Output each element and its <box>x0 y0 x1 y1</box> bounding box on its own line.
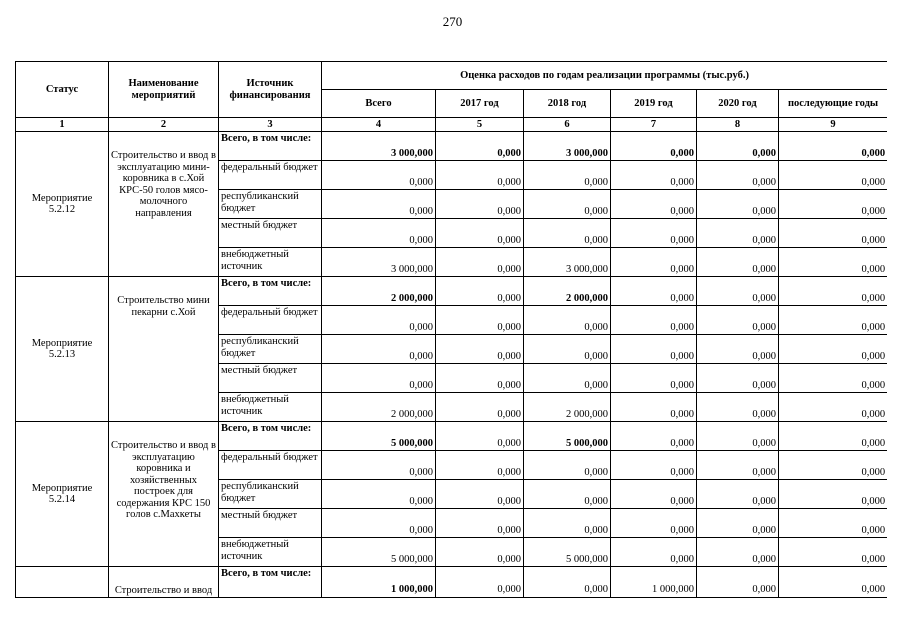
value-cell: 0,000 <box>779 393 888 422</box>
value-cell: 0,000 <box>322 451 436 480</box>
value-cell: 0,000 <box>779 422 888 451</box>
value-cell: 0,000 <box>697 451 779 480</box>
value-cell: 0,000 <box>697 248 779 277</box>
value-cell: 0,000 <box>611 248 697 277</box>
value-cell: 0,000 <box>322 161 436 190</box>
table-row <box>16 277 888 306</box>
value-cell: 5 000,000 <box>322 422 436 451</box>
table-container <box>15 61 887 607</box>
column-number: 2 <box>109 118 219 132</box>
column-number: 3 <box>219 118 322 132</box>
value-cell: 0,000 <box>322 509 436 538</box>
value-cell: 0,000 <box>697 306 779 335</box>
value-cell: 0,000 <box>697 480 779 509</box>
value-cell: 0,000 <box>436 132 524 161</box>
value-cell: 0,000 <box>779 190 888 219</box>
funding-source-cell: Всего, в том числе: <box>219 132 322 161</box>
funding-source-cell: Всего, в том числе: <box>219 422 322 451</box>
funding-source-cell: федеральный бюджет <box>219 451 322 480</box>
value-cell: 5 000,000 <box>322 538 436 567</box>
value-cell: 0,000 <box>524 451 611 480</box>
column-number: 4 <box>322 118 436 132</box>
status-cell <box>16 567 109 598</box>
value-cell: 0,000 <box>436 277 524 306</box>
funding-source-cell: республиканский бюджет <box>219 480 322 509</box>
value-cell: 0,000 <box>436 335 524 364</box>
funding-source-cell: местный бюджет <box>219 364 322 393</box>
header-later: последующие годы <box>779 90 888 118</box>
value-cell: 5 000,000 <box>524 538 611 567</box>
value-cell: 0,000 <box>611 190 697 219</box>
value-cell: 0,000 <box>779 161 888 190</box>
value-cell: 0,000 <box>697 190 779 219</box>
value-cell: 0,000 <box>524 509 611 538</box>
value-cell: 0,000 <box>779 277 888 306</box>
funding-source-cell: республиканский бюджет <box>219 190 322 219</box>
value-cell: 0,000 <box>436 161 524 190</box>
value-cell: 0,000 <box>779 451 888 480</box>
funding-source-cell: Всего, в том числе: <box>219 277 322 306</box>
funding-source-cell: местный бюджет <box>219 219 322 248</box>
value-cell: 0,000 <box>611 132 697 161</box>
value-cell: 0,000 <box>436 393 524 422</box>
value-cell: 0,000 <box>611 219 697 248</box>
funding-source-cell: Всего, в том числе: <box>219 567 322 598</box>
column-numbers-row <box>16 118 888 132</box>
value-cell: 3 000,000 <box>524 132 611 161</box>
event-name-cell: Строительство мини пекарни с.Хой <box>109 277 219 422</box>
column-number: 5 <box>436 118 524 132</box>
value-cell: 0,000 <box>611 161 697 190</box>
value-cell: 0,000 <box>436 190 524 219</box>
status-cell: Мероприятие 5.2.13 <box>16 277 109 422</box>
value-cell: 0,000 <box>779 567 888 598</box>
column-number: 7 <box>611 118 697 132</box>
header-2017: 2017 год <box>436 90 524 118</box>
value-cell: 0,000 <box>524 219 611 248</box>
value-cell: 0,000 <box>436 364 524 393</box>
value-cell: 2 000,000 <box>322 277 436 306</box>
value-cell: 0,000 <box>779 335 888 364</box>
event-name-cell: Строительство и ввод в эксплуатацию коровника и хозяйственных построек для содержания КРС 150 голов с.Махкеты <box>109 422 219 567</box>
funding-source-cell: внебюджетный источник <box>219 393 322 422</box>
value-cell: 0,000 <box>524 567 611 598</box>
value-cell: 0,000 <box>779 480 888 509</box>
value-cell: 0,000 <box>322 480 436 509</box>
value-cell: 0,000 <box>697 335 779 364</box>
value-cell: 0,000 <box>779 248 888 277</box>
value-cell: 0,000 <box>779 538 888 567</box>
header-source: Источник финансирования <box>219 62 322 118</box>
header-name: Наименование мероприятий <box>109 62 219 118</box>
funding-source-cell: внебюджетный источник <box>219 538 322 567</box>
header-status: Статус <box>16 62 109 118</box>
value-cell: 0,000 <box>611 277 697 306</box>
value-cell: 0,000 <box>436 306 524 335</box>
value-cell: 0,000 <box>322 306 436 335</box>
status-cell: Мероприятие 5.2.14 <box>16 422 109 567</box>
value-cell: 3 000,000 <box>524 248 611 277</box>
value-cell: 0,000 <box>436 509 524 538</box>
value-cell: 0,000 <box>697 364 779 393</box>
column-number: 8 <box>697 118 779 132</box>
value-cell: 0,000 <box>611 422 697 451</box>
value-cell: 0,000 <box>697 567 779 598</box>
value-cell: 0,000 <box>611 335 697 364</box>
value-cell: 0,000 <box>779 132 888 161</box>
value-cell: 1 000,000 <box>322 567 436 598</box>
value-cell: 0,000 <box>697 277 779 306</box>
value-cell: 0,000 <box>611 538 697 567</box>
column-number: 6 <box>524 118 611 132</box>
header-total: Всего <box>322 90 436 118</box>
value-cell: 0,000 <box>436 219 524 248</box>
value-cell: 0,000 <box>436 567 524 598</box>
funding-source-cell: республиканский бюджет <box>219 335 322 364</box>
funding-source-cell: местный бюджет <box>219 509 322 538</box>
value-cell: 0,000 <box>524 306 611 335</box>
value-cell: 0,000 <box>524 480 611 509</box>
value-cell: 2 000,000 <box>322 393 436 422</box>
value-cell: 0,000 <box>697 219 779 248</box>
value-cell: 0,000 <box>436 451 524 480</box>
value-cell: 0,000 <box>611 306 697 335</box>
table-row <box>16 567 888 598</box>
value-cell: 0,000 <box>611 509 697 538</box>
funding-source-cell: внебюджетный источник <box>219 248 322 277</box>
value-cell: 0,000 <box>436 422 524 451</box>
expense-table <box>15 61 887 598</box>
value-cell: 0,000 <box>697 161 779 190</box>
value-cell: 0,000 <box>697 422 779 451</box>
event-name-cell: Строительство и ввод в эксплуатацию мини-коровника в с.Хой КРС-50 голов мясо-молочного направления <box>109 132 219 277</box>
column-number: 9 <box>779 118 888 132</box>
header-2019: 2019 год <box>611 90 697 118</box>
value-cell: 0,000 <box>779 219 888 248</box>
value-cell: 0,000 <box>611 451 697 480</box>
value-cell: 0,000 <box>524 364 611 393</box>
value-cell: 0,000 <box>697 132 779 161</box>
value-cell: 0,000 <box>611 393 697 422</box>
header-2018: 2018 год <box>524 90 611 118</box>
value-cell: 0,000 <box>697 538 779 567</box>
value-cell: 0,000 <box>524 335 611 364</box>
column-number: 1 <box>16 118 109 132</box>
value-cell: 2 000,000 <box>524 277 611 306</box>
value-cell: 3 000,000 <box>322 132 436 161</box>
value-cell: 0,000 <box>436 480 524 509</box>
value-cell: 0,000 <box>524 190 611 219</box>
value-cell: 0,000 <box>779 364 888 393</box>
value-cell: 3 000,000 <box>322 248 436 277</box>
page-number: 270 <box>442 14 463 29</box>
value-cell: 0,000 <box>322 190 436 219</box>
value-cell: 0,000 <box>524 161 611 190</box>
header-estimate: Оценка расходов по годам реализации программы (тыс.руб.) <box>322 62 888 90</box>
table-row <box>16 422 888 451</box>
value-cell: 0,000 <box>322 335 436 364</box>
funding-source-cell: федеральный бюджет <box>219 306 322 335</box>
funding-source-cell: федеральный бюджет <box>219 161 322 190</box>
value-cell: 0,000 <box>436 538 524 567</box>
header-2020: 2020 год <box>697 90 779 118</box>
status-cell: Мероприятие 5.2.12 <box>16 132 109 277</box>
value-cell: 0,000 <box>697 393 779 422</box>
value-cell: 0,000 <box>322 219 436 248</box>
event-name-cell: Строительство и ввод <box>109 567 219 598</box>
value-cell: 1 000,000 <box>611 567 697 598</box>
value-cell: 0,000 <box>779 509 888 538</box>
value-cell: 0,000 <box>436 248 524 277</box>
value-cell: 0,000 <box>611 480 697 509</box>
table-row <box>16 132 888 161</box>
value-cell: 0,000 <box>611 364 697 393</box>
value-cell: 2 000,000 <box>524 393 611 422</box>
value-cell: 0,000 <box>322 364 436 393</box>
value-cell: 0,000 <box>779 306 888 335</box>
value-cell: 5 000,000 <box>524 422 611 451</box>
value-cell: 0,000 <box>697 509 779 538</box>
